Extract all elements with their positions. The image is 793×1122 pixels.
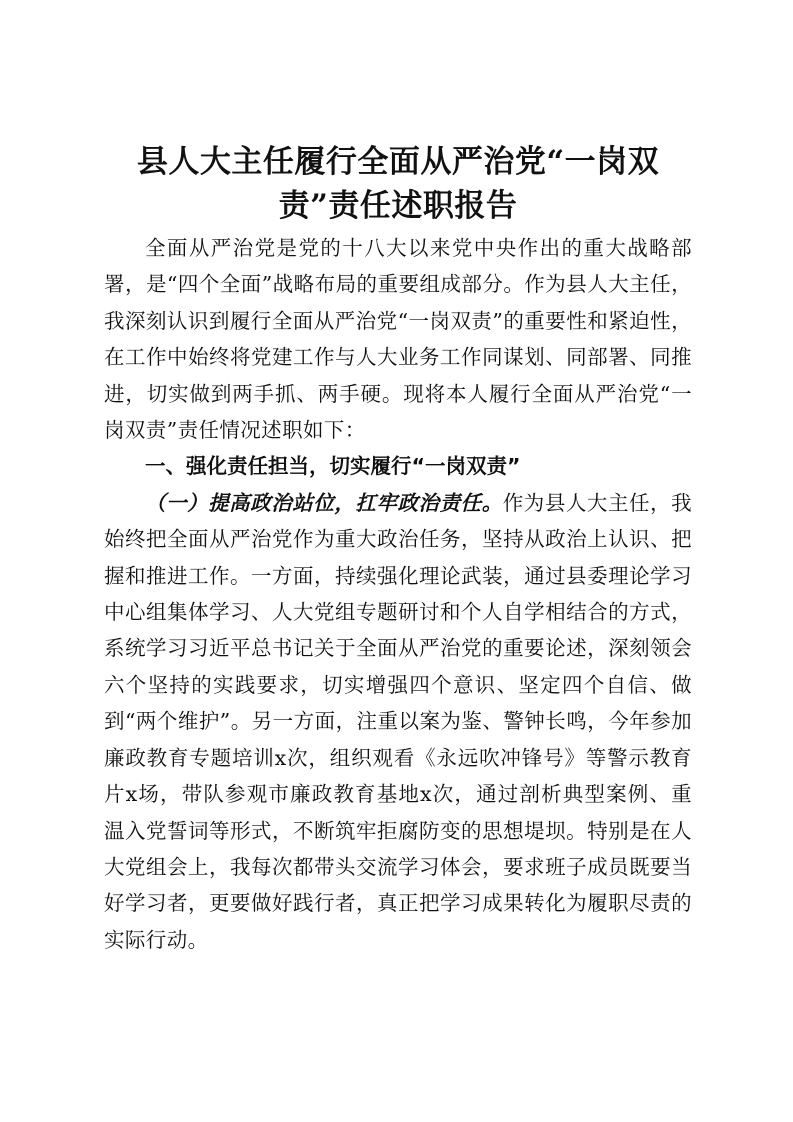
document-title: 县人大主任履行全面从严治党“一岗双责”责任述职报告 xyxy=(136,144,660,224)
sub-section-heading: （一）提高政治站位，扛牢政治责任。 xyxy=(145,490,503,515)
intro-paragraph: 全面从严治党是党的十八大以来党中央作出的重大战略部署，是“四个全面”战略布局的重要组成部分。作为县人大主任，我深刻认识到履行全面从严治党“一岗双责”的重要性和紧迫性，在工作中始终将党建工作与人大业务工作同谋划、同部署、同推进，切实做到两手抓、两手硬。现将本人履行全面从严治党“一岗双责”责任情况述职如下： xyxy=(104,236,692,443)
section-heading: 一、强化责任担当，切实履行“一岗双责” xyxy=(145,454,521,479)
section-paragraph xyxy=(104,485,692,958)
document-page xyxy=(104,140,692,958)
sub-section-body: 作为县人大主任，我始终把全面从严治党作为重大政治任务，坚持从政治上认识、把握和推进工作。一方面，持续强化理论武装，通过县委理论学习中心组集体学习、人大党组专题研讨和个人自学相结合的方式，系统学习习近平总书记关于全面从严治党的重要论述，深刻领会六个坚持的实践要求，切实增强四个意识、坚定四个自信、做到“两个维护”。另一方面，注重以案为鉴、警钟长鸣，今年参加廉政教育专题培训x次，组织观看《永远吹冲锋号》等警示教育片x场，带队参观市廉政教育基地x次，通过剖析典型案例、重温入党誓词等形式，不断筑牢拒腐防变的思想堤坝。特别是在人大党组会上，我每次都带头交流学习体会，要求班子成员既要当好学习者，更要做好践行者，真正把学习成果转化为履职尽责的实际行动。 xyxy=(104,490,692,952)
